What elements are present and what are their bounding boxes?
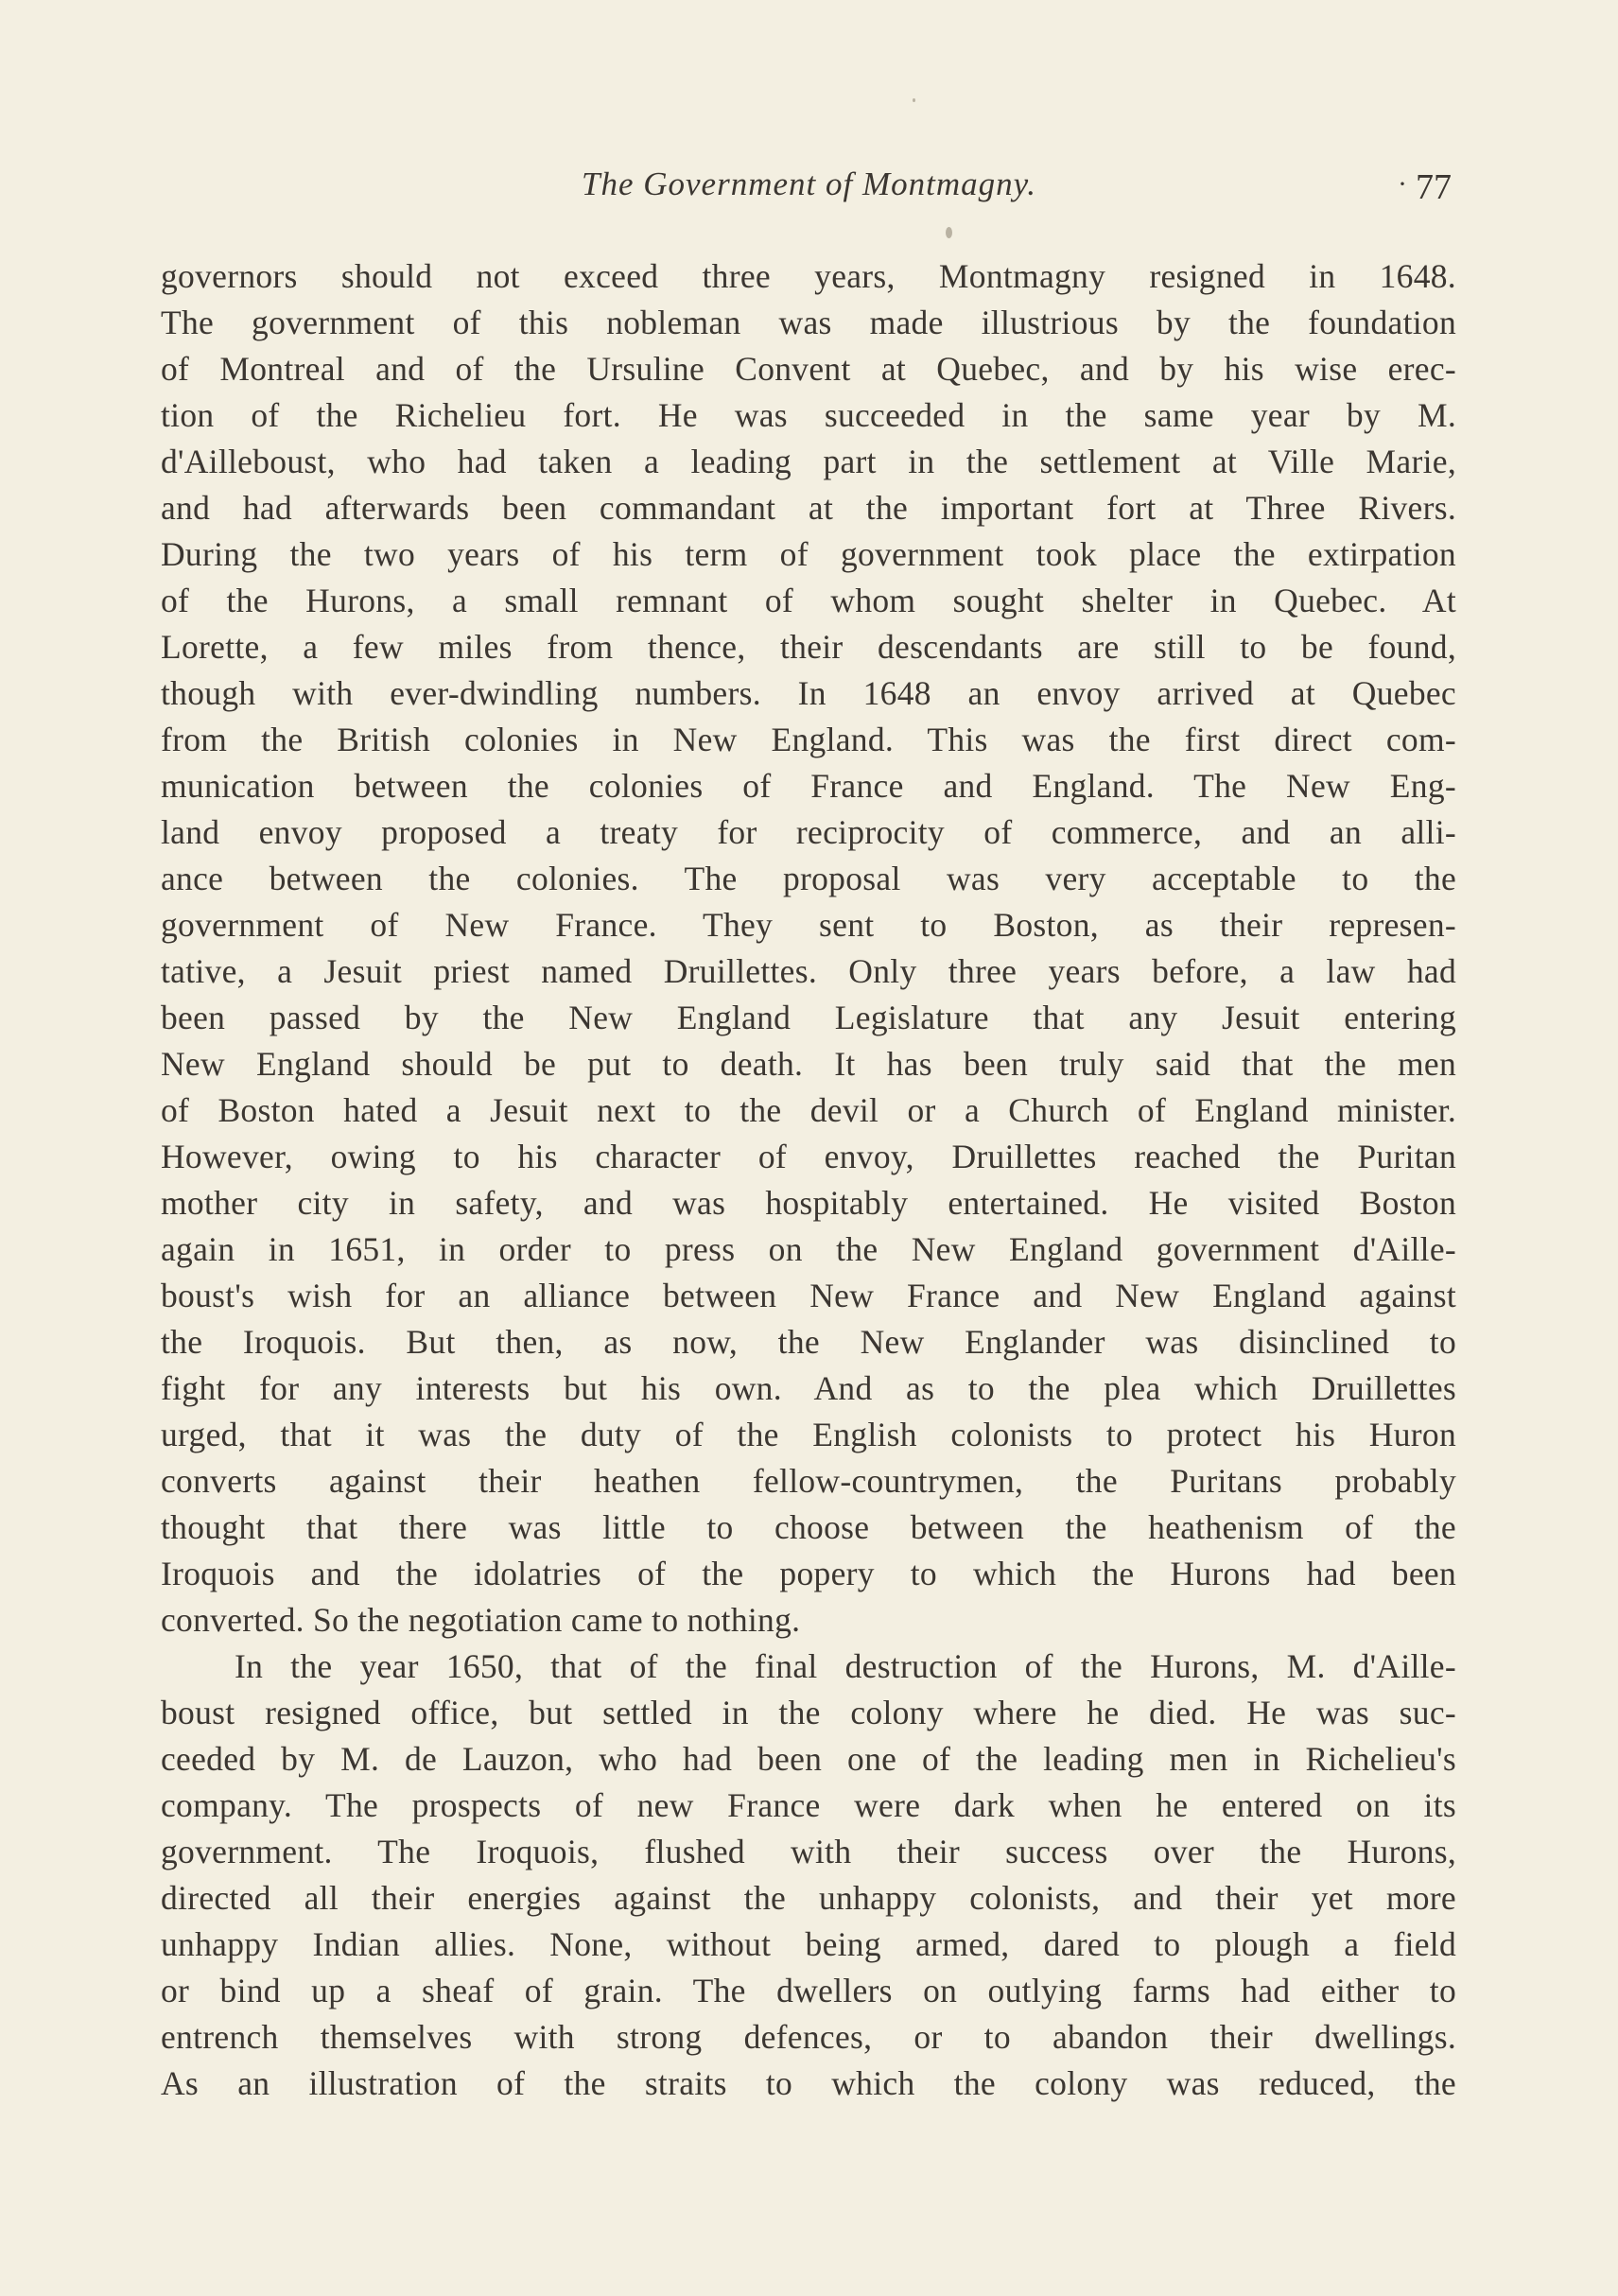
text-line: the Iroquois. But then, as now, the New Englander was disinclined to xyxy=(161,1323,1456,1361)
text-line: urged, that it was the duty of the English colonists to protect his Huron xyxy=(161,1416,1456,1453)
text-line: The government of this nobleman was made illustrious by the foundation xyxy=(161,304,1456,341)
text-line: of Montreal and of the Ursuline Convent at Quebec, and by his wise erec- xyxy=(161,350,1456,388)
running-head: The Government of Montmagny. xyxy=(582,165,1036,202)
scan-speck xyxy=(946,227,952,238)
text-line: converted. So the negotiation came to nothing. xyxy=(161,1601,801,1639)
text-line: of Boston hated a Jesuit next to the devil or a Church of England minister. xyxy=(161,1091,1456,1129)
text-line: ance between the colonies. The proposal was very acceptable to the xyxy=(161,860,1456,897)
text-line: been passed by the New England Legislature that any Jesuit entering xyxy=(161,999,1456,1036)
text-line: though with ever-dwindling numbers. In 1648 an envoy arrived at Quebec xyxy=(161,674,1456,712)
text-line: munication between the colonies of France and England. The New Eng- xyxy=(161,767,1456,805)
text-line: fight for any interests but his own. And as to the plea which Druillettes xyxy=(161,1369,1456,1407)
text-line: or bind up a sheaf of grain. The dwellers on outlying farms had either to xyxy=(161,1972,1456,2009)
text-line: again in 1651, in order to press on the New England government d'Aille- xyxy=(161,1230,1456,1268)
text-line: ceeded by M. de Lauzon, who had been one of the leading men in Richelieu's xyxy=(161,1740,1456,1778)
text-line: tative, a Jesuit priest named Druillettes. Only three years before, a law had xyxy=(161,952,1456,990)
text-line: directed all their energies against the unhappy colonists, and their yet more xyxy=(161,1879,1456,1917)
header-dot: · xyxy=(1398,168,1407,200)
text-line: As an illustration of the straits to which the colony was reduced, the xyxy=(161,2064,1456,2102)
text-line: land envoy proposed a treaty for reciprocity of commerce, and an alli- xyxy=(161,813,1456,851)
text-line: New England should be put to death. It has been truly said that the men xyxy=(161,1045,1456,1083)
body-text xyxy=(161,253,1456,2107)
text-line: entrench themselves with strong defences, or to abandon their dwellings. xyxy=(161,2018,1456,2056)
text-line: Lorette, a few miles from thence, their descendants are still to be found, xyxy=(161,628,1456,666)
text-line: company. The prospects of new France were dark when he entered on its xyxy=(161,1786,1456,1824)
text-line: and had afterwards been commandant at the important fort at Three Rivers. xyxy=(161,489,1456,527)
text-line: of the Hurons, a small remnant of whom sought shelter in Quebec. At xyxy=(161,582,1456,619)
text-line: In the year 1650, that of the final destruction of the Hurons, M. d'Aille- xyxy=(235,1647,1456,1685)
text-line: d'Ailleboust, who had taken a leading part in the settlement at Ville Marie, xyxy=(161,443,1456,480)
text-line: During the two years of his term of government took place the extirpation xyxy=(161,535,1456,573)
scan-speck xyxy=(913,98,915,102)
text-line: government of New France. They sent to Boston, as their represen- xyxy=(161,906,1456,944)
text-line: tion of the Richelieu fort. He was succeeded in the same year by M. xyxy=(161,396,1456,434)
text-line: Iroquois and the idolatries of the popery to which the Hurons had been xyxy=(161,1555,1456,1592)
text-line: from the British colonies in New England. This was the first direct com- xyxy=(161,721,1456,758)
text-line: government. The Iroquois, flushed with their success over the Hurons, xyxy=(161,1833,1456,1870)
text-line: mother city in safety, and was hospitably entertained. He visited Boston xyxy=(161,1184,1456,1222)
page-number: 77 xyxy=(1416,167,1452,207)
text-line: unhappy Indian allies. None, without being armed, dared to plough a field xyxy=(161,1925,1456,1963)
text-line: governors should not exceed three years, Montmagny resigned in 1648. xyxy=(161,257,1456,295)
text-line: boust resigned office, but settled in the colony where he died. He was suc- xyxy=(161,1694,1456,1731)
text-line: converts against their heathen fellow-countrymen, the Puritans probably xyxy=(161,1462,1456,1500)
text-line: boust's wish for an alliance between New France and New England against xyxy=(161,1277,1456,1314)
text-line: However, owing to his character of envoy, Druillettes reached the Puritan xyxy=(161,1138,1456,1175)
text-line: thought that there was little to choose between the heathenism of the xyxy=(161,1508,1456,1546)
